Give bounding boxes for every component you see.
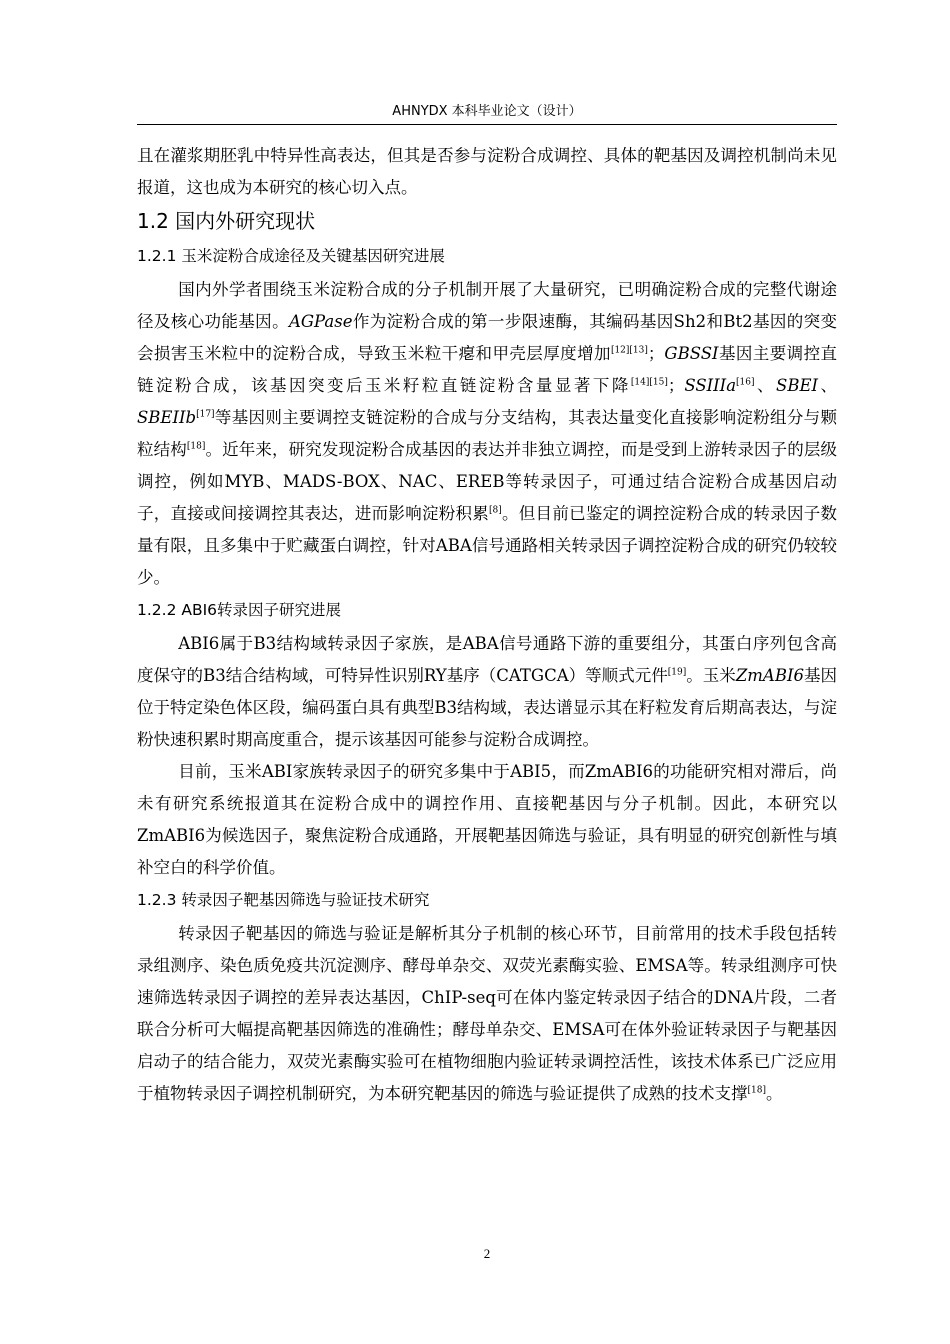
paragraph-abi6-overview — [137, 628, 837, 756]
page-number: 2 — [483, 1246, 491, 1261]
citation: [19] — [667, 667, 687, 678]
subsection-heading-1-2-2: 1.2.2 ABI6转录因子研究进展 — [137, 601, 342, 619]
citation: [18] — [747, 1085, 766, 1096]
text-run: 转录因子靶基因的筛选与验证是解析其分子机制的核心环节，目前常用的技术手段包括转录组测序、染色质免疫共沉淀测序、酵母单杂交、双荧光素酶实验、EMSA等。转录组测序可快速筛选转录因子调控的差异表达基因，ChIP-seq可在体内鉴定转录因子结合的DNA片段，二者联合分析可大幅提高靶基因筛选的准确性；酵母单杂交、EMSA可在体外验证转录因子与靶基因启动子的结合能力，双荧光素酶实验可在植物细胞内验证转录调控活性，该技术体系已广泛应用于植物转录因子调控机制研究，为本研究靶基因的筛选与验证提供了成熟的技术支撑 — [137, 924, 837, 1103]
citation: [16] — [736, 377, 755, 388]
gene-name: SBEIIb — [137, 408, 197, 427]
text-run: 基因位于特定染色体区段，编码蛋白具有典型B3结构域，表达谱显示其在籽粒发育后期高表达，与淀粉快速积累时期高度重合，提示该基因可能参与淀粉合成调控。 — [137, 666, 838, 749]
subsection-heading-1-2-1: 1.2.1 玉米淀粉合成途径及关键基因研究进展 — [137, 247, 445, 265]
text-run: 、 — [818, 376, 838, 395]
gene-name: AGPase — [288, 312, 353, 331]
page-body — [137, 140, 837, 1110]
intro-paragraph: 且在灌浆期胚乳中特异性高表达，但其是否参与淀粉合成调控、具体的靶基因及调控机制尚未见报道，这也成为本研究的核心切入点。 — [137, 146, 837, 197]
text-run: 作为淀粉合成的第一步限速酶，其编码基因Sh2和Bt2基因的突变会损害玉米粒中的淀粉合成，导致玉米粒干瘪和甲壳层厚度增加 — [137, 312, 838, 363]
gene-name: ZmABI6 — [735, 666, 804, 685]
citation: [12][13] — [610, 345, 648, 356]
citation: [14][15] — [630, 377, 668, 388]
text-run: 。玉米 — [686, 666, 736, 685]
section-heading-1-2: 1.2 国内外研究现状 — [137, 209, 316, 233]
text-run: 。 — [765, 1084, 783, 1103]
citation: [17] — [196, 409, 215, 420]
text-run: 。近年来，研究发现淀粉合成基因的表达并非独立调控，而是受到上游转录因子的层级调控，例如MYB、MADS-BOX、NAC、EREB等转录因子，可通过结合淀粉合成基因启动子，直接或间接调控其表达，进而影响淀粉积累 — [137, 440, 838, 523]
text-run: ； — [647, 344, 665, 363]
gene-name: GBSSI — [664, 344, 719, 363]
text-run: 等基因则主要调控支链淀粉的合成与分支结构，其表达量变化直接影响淀粉组分与颗粒结构 — [137, 408, 837, 459]
paragraph-target-screening — [137, 918, 837, 1110]
header-divider — [137, 124, 837, 125]
gene-name: SSIIIa — [684, 376, 737, 395]
citation: [18] — [186, 441, 206, 452]
paragraph-abi6-significance: 目前，玉米ABI家族转录因子的研究多集中于ABI5，而ZmABI6的功能研究相对滞后，尚未有研究系统报道其在淀粉合成中的调控作用、直接靶基因与分子机制。因此，本研究以ZmABI6为候选因子，聚焦淀粉合成通路，开展靶基因筛选与验证，具有明显的研究创新性与填补空白的科学价值。 — [137, 762, 837, 877]
text-run: 国内外学者围绕玉米淀粉合成的分子机制开展了大量研究，已明确淀粉合成的完整代谢途径及核心功能基因。 — [137, 280, 837, 331]
citation: [8] — [489, 505, 502, 516]
subsection-heading-1-2-3: 1.2.3 转录因子靶基因筛选与验证技术研究 — [137, 891, 430, 909]
gene-name: SBEI — [776, 376, 819, 395]
running-header: AHNYDX 本科毕业论文（设计） — [392, 104, 582, 119]
text-run: 、 — [754, 376, 777, 395]
text-run: 。但目前已鉴定的调控淀粉合成的转录因子数量有限，且多集中于贮藏蛋白调控，针对ABA信号通路相关转录因子调控淀粉合成的研究仍较较少。 — [137, 504, 838, 587]
text-run: ； — [667, 376, 685, 395]
text-run: ABI6属于B3结构域转录因子家族，是ABA信号通路下游的重要组分，其蛋白序列包含高度保守的B3结合结构域，可特异性识别RY基序（CATGCA）等顺式元件 — [137, 634, 837, 685]
paragraph-starch-synthesis — [137, 274, 837, 594]
text-run: 基因主要调控直链淀粉合成，该基因突变后玉米籽粒直链淀粉含量显著下降 — [137, 344, 838, 395]
